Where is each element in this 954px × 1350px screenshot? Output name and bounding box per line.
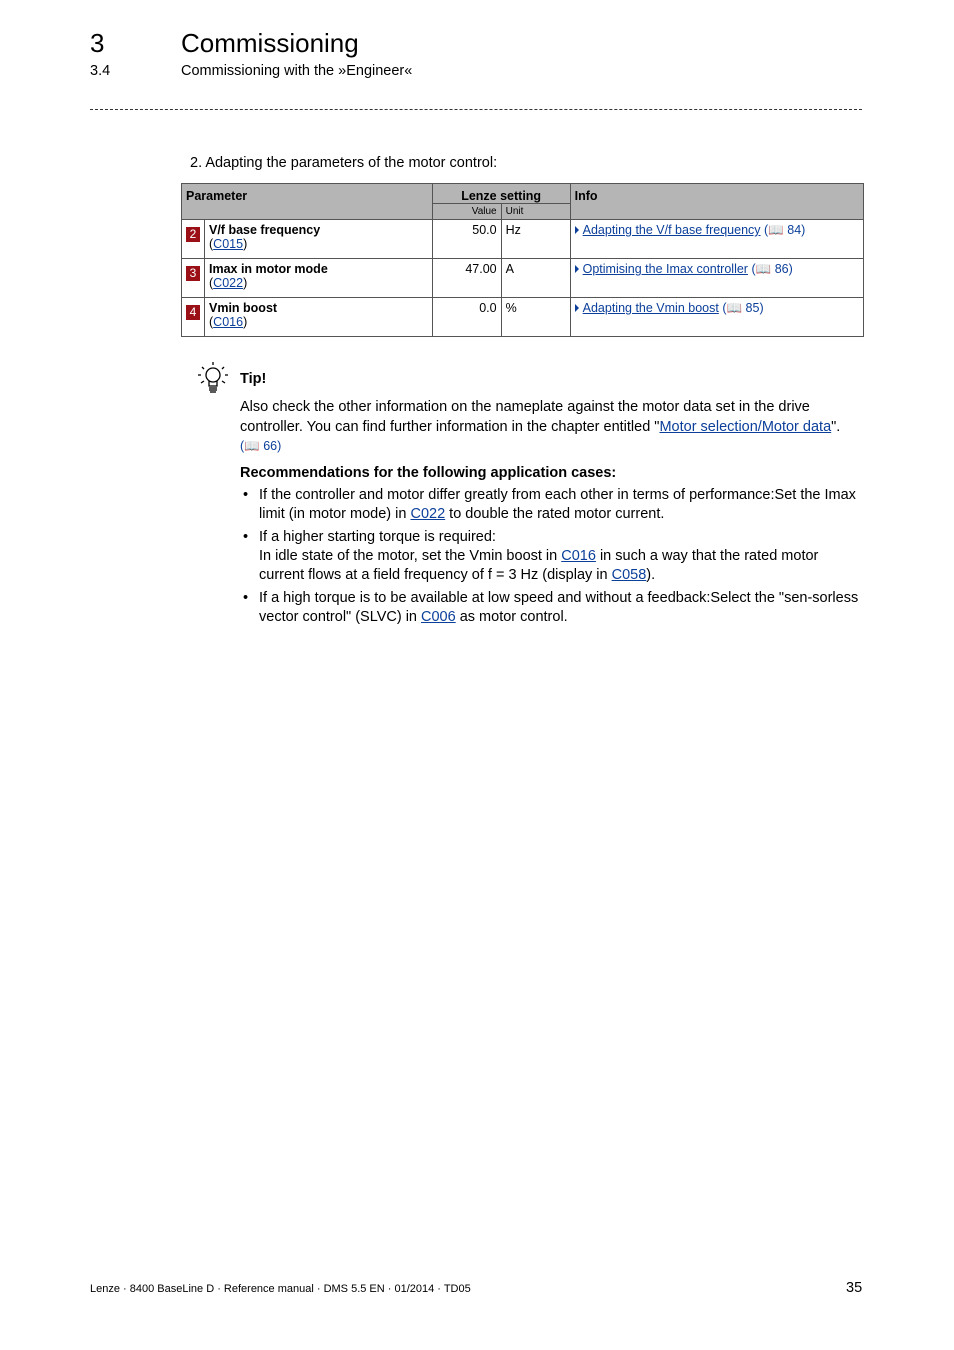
col-header-info: Info [570, 184, 863, 220]
parameter-code-link[interactable]: C015 [213, 237, 244, 251]
arrow-right-icon [575, 265, 579, 273]
section-title: Commissioning with the »Engineer« [181, 63, 413, 79]
table-row: 4 Vmin boost (C016) 0.0 % Adapting the Vmin boost (📖 85) [182, 298, 864, 337]
chapter-number: 3 [90, 28, 105, 58]
tip-page: 66 [263, 439, 278, 453]
parameter-table [181, 183, 864, 337]
parameter-code-link[interactable]: C022 [213, 276, 244, 290]
book-icon: 📖 [726, 301, 743, 315]
c006-link[interactable]: C006 [421, 609, 456, 626]
table-row: 3 Imax in motor mode (C022) 47.00 A Optimising the Imax controller (📖 86) [182, 259, 864, 298]
col-header-lenze-setting: Lenze setting [432, 184, 570, 204]
chapter-title: Commissioning [181, 28, 359, 58]
step-badge: 3 [186, 266, 200, 281]
step-badge: 4 [186, 305, 200, 320]
table-row: 2 V/f base frequency (C015) 50.0 Hz Adapting the V/f base frequency (📖 84) [182, 220, 864, 259]
parameter-unit: Hz [501, 220, 570, 259]
parameter-name: Imax in motor mode [209, 262, 328, 276]
info-link[interactable]: Optimising the Imax controller [582, 262, 748, 276]
info-page: 84 [787, 223, 802, 237]
book-icon: 📖 [755, 262, 772, 276]
motor-selection-link[interactable]: Motor selection/Motor data [659, 418, 832, 435]
list-item: • If a higher starting torque is required: In idle state of the motor, set the Vmin boost in C016 in such a way that the rated motor current flows at a field frequency of f = 3 Hz (display in C058). [240, 528, 865, 586]
col-subheader-unit: Unit [501, 204, 570, 220]
page-number: 35 [846, 1280, 863, 1296]
c058-link[interactable]: C058 [611, 567, 647, 584]
list-item: • If a high torque is to be available at low speed and without a feedback:Select the "sen-sorless vector control" (SLVC) in C006 as motor control. [240, 589, 865, 627]
tip-text: Also check the other information on the nameplate against the motor data set in the drive controller. You can find further information in the chapter entitled "Motor selection/Motor data". (📖 66) [240, 399, 841, 453]
recommendations-list [240, 486, 865, 631]
book-icon: 📖 [244, 439, 260, 453]
section-number: 3.4 [90, 63, 111, 79]
arrow-right-icon [575, 226, 579, 234]
parameter-unit: A [501, 259, 570, 298]
tip-label: Tip! [240, 371, 267, 387]
book-icon: 📖 [768, 223, 784, 237]
col-subheader-value: Value [432, 204, 501, 220]
parameter-value: 0.0 [432, 298, 501, 337]
parameter-unit: % [501, 298, 570, 337]
recommendations-title: Recommendations for the following application cases: [240, 465, 617, 481]
header-divider [90, 109, 862, 110]
step-badge: 2 [186, 227, 200, 242]
c016-link[interactable]: C016 [561, 548, 596, 565]
info-page: 85 [745, 301, 760, 315]
arrow-right-icon [575, 304, 579, 312]
c022-link[interactable]: C022 [410, 506, 446, 523]
info-page: 86 [774, 262, 789, 276]
parameter-name: Vmin boost [209, 301, 278, 315]
intro-step: 2. Adapting the parameters of the motor control: [190, 155, 498, 171]
col-header-parameter: Parameter [182, 184, 433, 220]
lightbulb-icon [196, 360, 230, 396]
parameter-name: V/f base frequency [209, 223, 321, 237]
info-link[interactable]: Adapting the V/f base frequency [582, 223, 761, 237]
parameter-code-link[interactable]: C016 [213, 315, 244, 329]
footer-document-info: Lenze · 8400 BaseLine D · Reference manual · DMS 5.5 EN · 01/2014 · TD05 [90, 1283, 471, 1295]
parameter-value: 50.0 [432, 220, 501, 259]
info-link[interactable]: Adapting the Vmin boost [582, 301, 719, 315]
parameter-value: 47.00 [432, 259, 501, 298]
list-item: • If the controller and motor differ greatly from each other in terms of performance:Set the Imax limit (in motor mode) in C022 to double the rated motor current. [240, 486, 865, 524]
